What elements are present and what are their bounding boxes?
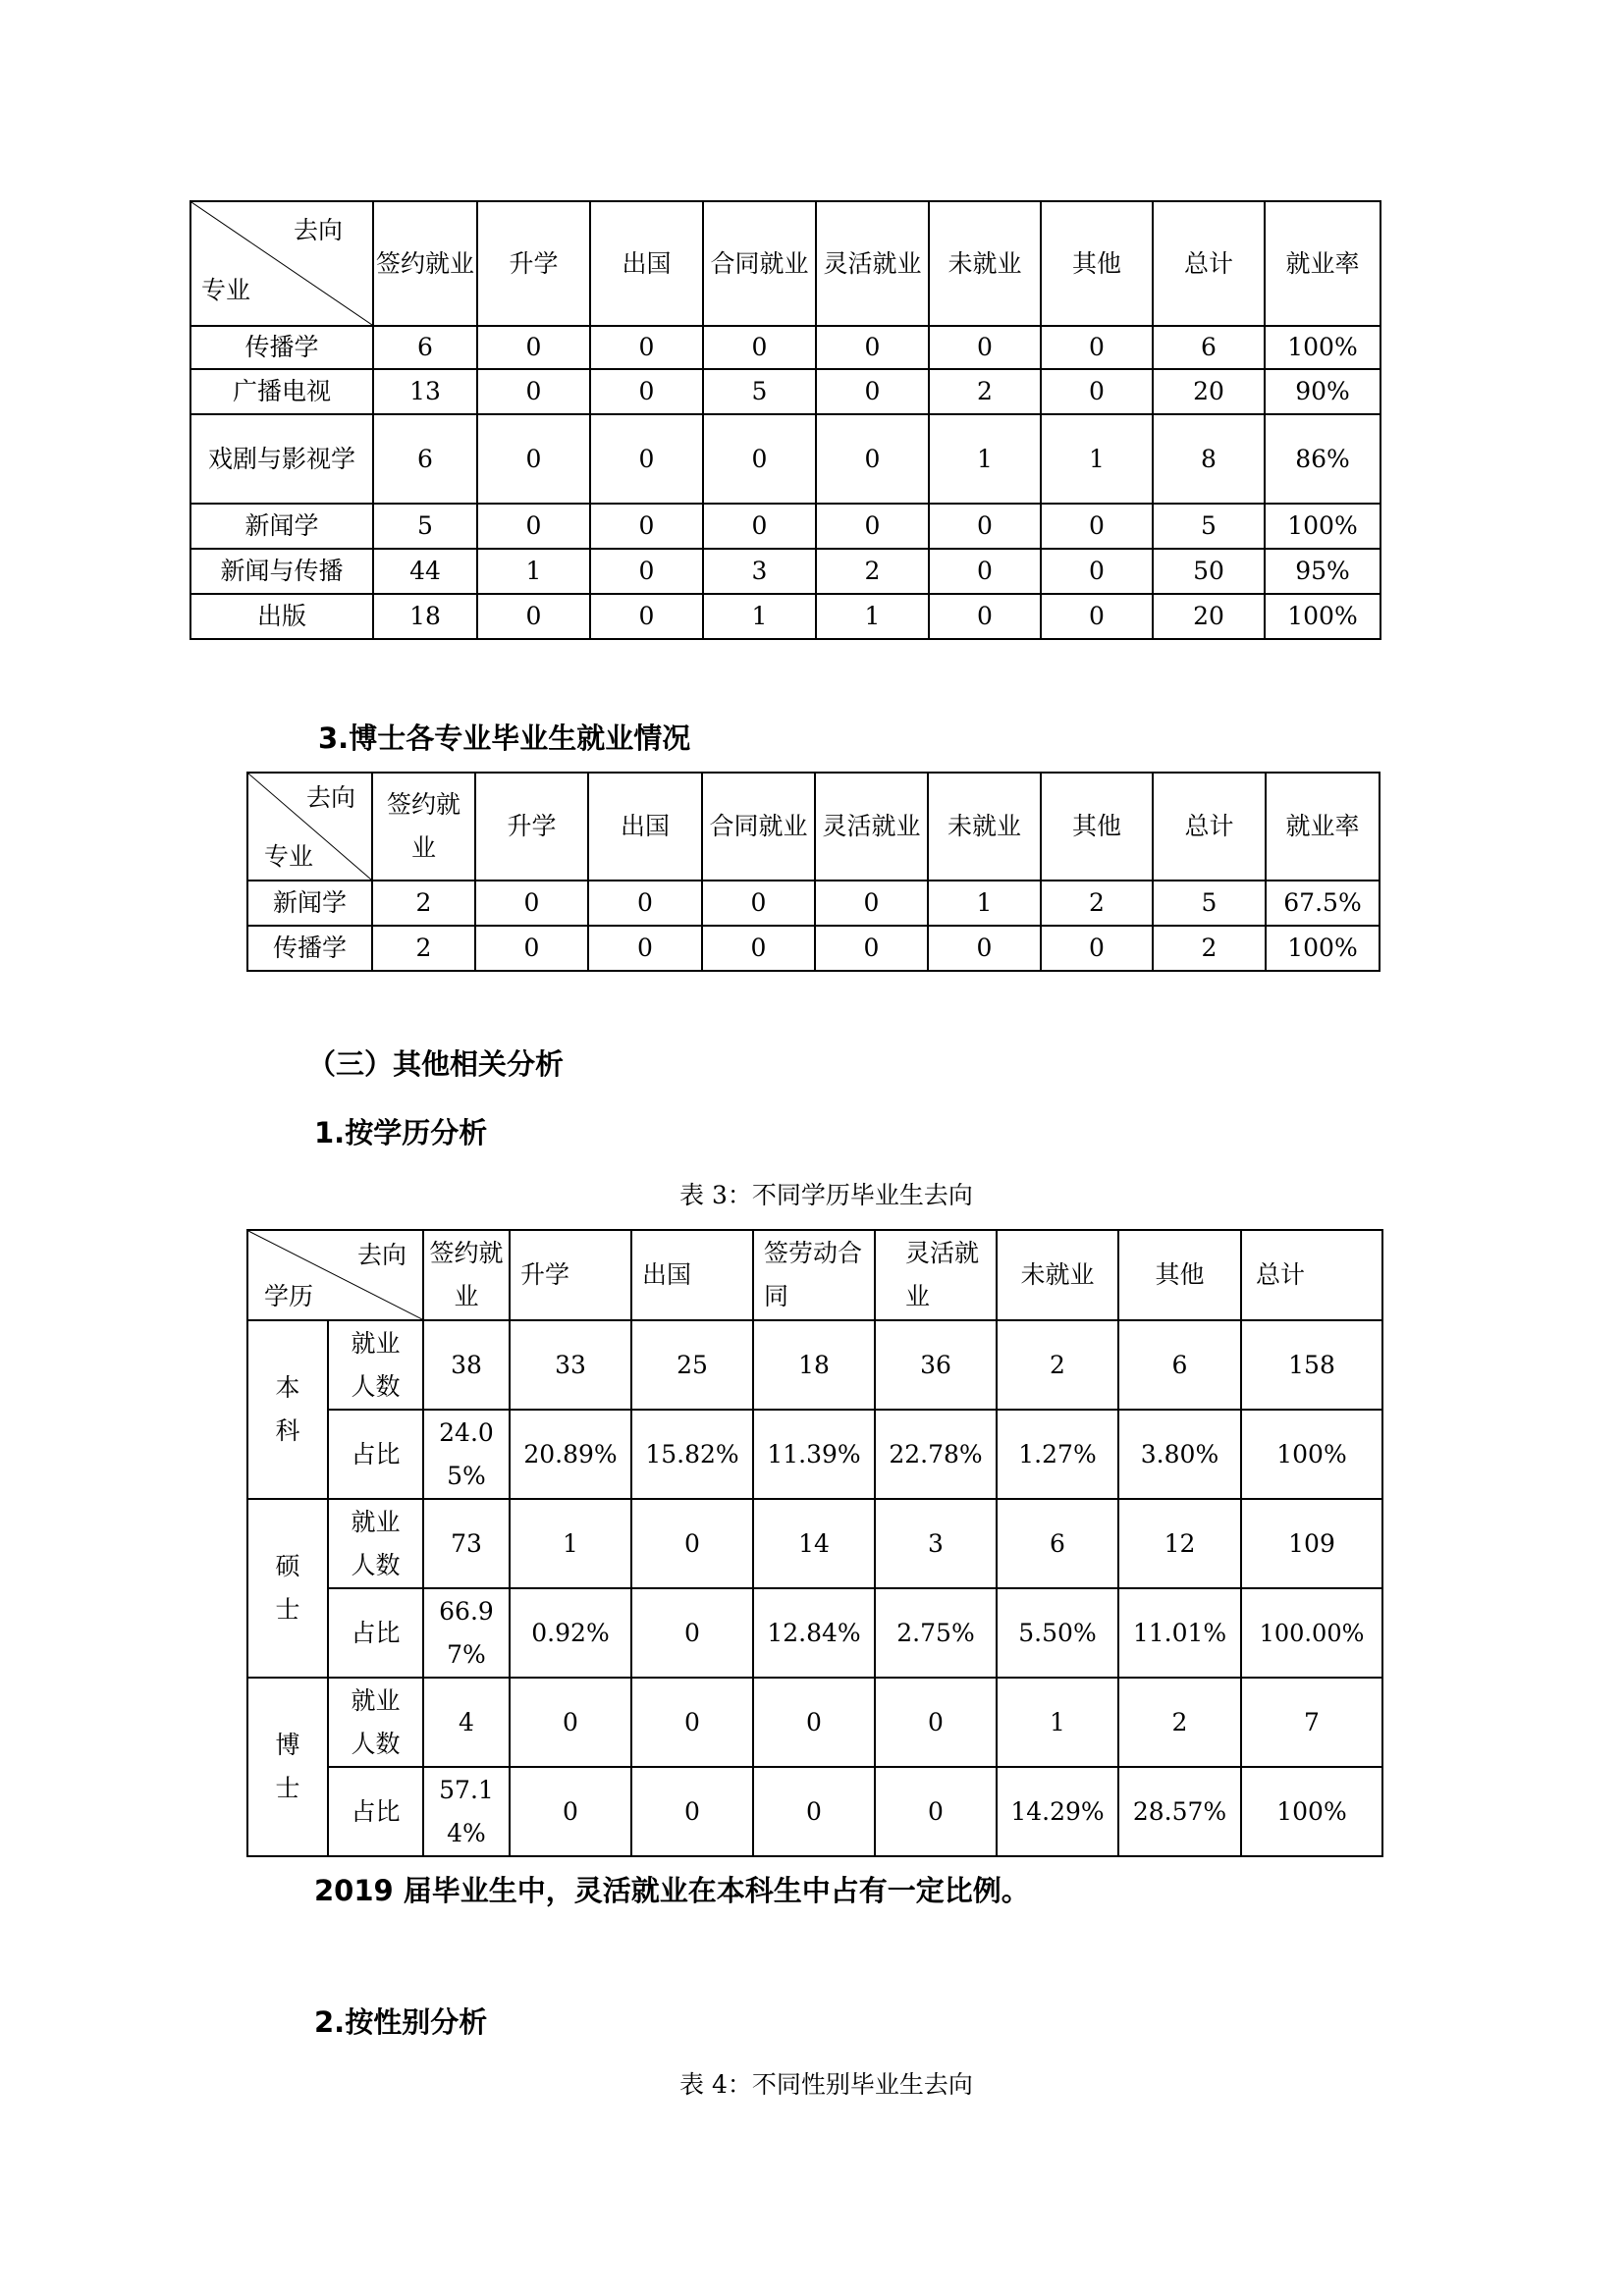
- table-cell: 90%: [1265, 369, 1380, 414]
- table-cell: 2: [1153, 926, 1266, 971]
- table-cell: 0: [588, 881, 702, 926]
- row-label: 出版: [190, 594, 373, 639]
- table-cell: 33: [510, 1320, 631, 1410]
- table-cell: 100%: [1241, 1767, 1382, 1856]
- table-cell: 0.92%: [510, 1588, 631, 1678]
- table-cell: 0: [477, 414, 590, 504]
- table-row: [247, 1588, 1382, 1678]
- table-cell: 0: [631, 1588, 753, 1678]
- table-cell: 0: [475, 881, 588, 926]
- table-cell: 100%: [1265, 504, 1380, 549]
- table-row: [247, 1410, 1382, 1499]
- table-cell: 6: [373, 414, 477, 504]
- table-cell: 44: [373, 549, 477, 594]
- row-label: 传播学: [247, 926, 372, 971]
- column-header: 出国: [590, 201, 703, 326]
- row-label: 就业人数: [328, 1499, 423, 1588]
- table-cell: 14: [753, 1499, 875, 1588]
- table-cell: 0: [815, 881, 928, 926]
- table-cell: 20.89%: [510, 1410, 631, 1499]
- column-header: 签约就业: [373, 201, 477, 326]
- table-cell: 2: [929, 369, 1041, 414]
- column-header: 出国: [631, 1230, 753, 1320]
- table-cell: 0: [590, 326, 703, 369]
- section-heading-other-analysis: （三）其他相关分析: [307, 1047, 565, 1081]
- table-cell: 1: [997, 1678, 1118, 1767]
- table-cell: 50: [1153, 549, 1265, 594]
- table-row: [190, 326, 1380, 369]
- table-cell: 100%: [1266, 926, 1380, 971]
- table-cell: 0: [703, 326, 816, 369]
- table-cell: 36: [875, 1320, 997, 1410]
- table-cell: 4: [423, 1678, 510, 1767]
- column-header: 灵活就业: [815, 773, 928, 881]
- table-row: [247, 1320, 1382, 1410]
- analysis-note: 2019 届毕业生中，灵活就业在本科生中占有一定比例。: [314, 1874, 1030, 1907]
- table-cell: 0: [510, 1767, 631, 1856]
- table-cell: 11.39%: [753, 1410, 875, 1499]
- table-cell: 100.00%: [1241, 1588, 1382, 1678]
- corner-label-major: 专业: [264, 842, 314, 871]
- table-cell: 5: [703, 369, 816, 414]
- table-cell: 25: [631, 1320, 753, 1410]
- table-cell: 7: [1241, 1678, 1382, 1767]
- table-cell: 22.78%: [875, 1410, 997, 1499]
- table-cell: 0: [1041, 926, 1153, 971]
- column-header: 升学: [510, 1230, 631, 1320]
- table-row: [247, 1499, 1382, 1588]
- row-label: 新闻学: [190, 504, 373, 549]
- column-header: 未就业: [928, 773, 1041, 881]
- table4-caption: 表 4：不同性别毕业生去向: [679, 2070, 973, 2099]
- table-cell: 6: [1153, 326, 1265, 369]
- column-header: 灵活就业: [875, 1230, 997, 1320]
- table-cell: 0: [477, 594, 590, 639]
- table-cell: 1.27%: [997, 1410, 1118, 1499]
- column-header: 未就业: [997, 1230, 1118, 1320]
- column-header: 签劳动合同: [753, 1230, 875, 1320]
- section-heading-by-gender: 2.按性别分析: [314, 2005, 488, 2039]
- table-cell: 67.5%: [1266, 881, 1380, 926]
- group-label: 博士: [247, 1678, 328, 1856]
- table-cell: 0: [590, 549, 703, 594]
- table-cell: 0: [1041, 594, 1153, 639]
- table-cell: 0: [510, 1678, 631, 1767]
- column-header: 总计: [1241, 1230, 1382, 1320]
- table-cell: 0: [590, 594, 703, 639]
- table-cell: 20: [1153, 594, 1265, 639]
- table-cell: 86%: [1265, 414, 1380, 504]
- corner-label-direction: 去向: [293, 216, 343, 244]
- table-cell: 0: [702, 926, 815, 971]
- table-cell: 0: [816, 504, 929, 549]
- table-cell: 8: [1153, 414, 1265, 504]
- table-row: [247, 1767, 1382, 1856]
- column-header: 其他: [1041, 201, 1153, 326]
- table-cell: 66.97%: [423, 1588, 510, 1678]
- table-cell: 0: [929, 549, 1041, 594]
- table-cell: 0: [631, 1499, 753, 1588]
- column-header: 出国: [588, 773, 702, 881]
- table-row: [247, 926, 1380, 971]
- row-label: 占比: [328, 1588, 423, 1678]
- table-cell: 0: [588, 926, 702, 971]
- table-cell: 1: [703, 594, 816, 639]
- table-cell: 0: [875, 1678, 997, 1767]
- table-cell: 5: [1153, 881, 1266, 926]
- column-header: 就业率: [1265, 201, 1380, 326]
- table-cell: 0: [1041, 369, 1153, 414]
- column-header: 总计: [1153, 201, 1265, 326]
- group-label: 硕士: [247, 1499, 328, 1678]
- table-cell: 18: [373, 594, 477, 639]
- table-cell: 0: [590, 504, 703, 549]
- table-cell: 0: [477, 326, 590, 369]
- table-cell: 0: [703, 414, 816, 504]
- table-cell: 14.29%: [997, 1767, 1118, 1856]
- row-label: 就业人数: [328, 1678, 423, 1767]
- table-cell: 18: [753, 1320, 875, 1410]
- column-header: 合同就业: [702, 773, 815, 881]
- table-cell: 73: [423, 1499, 510, 1588]
- table-cell: 100%: [1241, 1410, 1382, 1499]
- table-cell: 1: [477, 549, 590, 594]
- table-cell: 0: [703, 504, 816, 549]
- table-row: [247, 1678, 1382, 1767]
- row-label: 占比: [328, 1410, 423, 1499]
- table-cell: 0: [816, 326, 929, 369]
- table-cell: 1: [816, 594, 929, 639]
- corner-label-major: 专业: [201, 276, 251, 304]
- table-cell: 2: [372, 926, 475, 971]
- table-cell: 0: [702, 881, 815, 926]
- table3-caption: 表 3：不同学历毕业生去向: [679, 1181, 973, 1209]
- table-cell: 0: [477, 369, 590, 414]
- corner-label-direction: 去向: [356, 1241, 406, 1269]
- table-cell: 0: [475, 926, 588, 971]
- table-cell: 100%: [1265, 326, 1380, 369]
- table-header-corner: [190, 201, 373, 326]
- column-header: 签约就业: [372, 773, 475, 881]
- table-cell: 0: [928, 926, 1041, 971]
- table-cell: 38: [423, 1320, 510, 1410]
- row-label: 新闻学: [247, 881, 372, 926]
- column-header: 升学: [475, 773, 588, 881]
- table-cell: 0: [815, 926, 928, 971]
- table-cell: 2: [1118, 1678, 1241, 1767]
- table-cell: 0: [753, 1767, 875, 1856]
- column-header: 就业率: [1266, 773, 1380, 881]
- table-cell: 0: [477, 504, 590, 549]
- table-row: [190, 369, 1380, 414]
- table-cell: 1: [510, 1499, 631, 1588]
- column-header: 其他: [1118, 1230, 1241, 1320]
- table-row: [190, 594, 1380, 639]
- table-cell: 3.80%: [1118, 1410, 1241, 1499]
- row-label: 新闻与传播: [190, 549, 373, 594]
- table-cell: 100%: [1265, 594, 1380, 639]
- table-header-corner: [247, 1230, 423, 1320]
- table-cell: 6: [373, 326, 477, 369]
- table-header-corner: [247, 773, 372, 881]
- table-cell: 20: [1153, 369, 1265, 414]
- table-cell: 6: [1118, 1320, 1241, 1410]
- table-cell: 2: [997, 1320, 1118, 1410]
- table-cell: 0: [631, 1678, 753, 1767]
- table-cell: 0: [631, 1767, 753, 1856]
- table-cell: 6: [997, 1499, 1118, 1588]
- table-row: [190, 414, 1380, 504]
- table-cell: 28.57%: [1118, 1767, 1241, 1856]
- table-cell: 1: [928, 881, 1041, 926]
- table-cell: 0: [1041, 549, 1153, 594]
- column-header: 未就业: [929, 201, 1041, 326]
- table-cell: 0: [590, 369, 703, 414]
- table-row: [190, 504, 1380, 549]
- table-cell: 158: [1241, 1320, 1382, 1410]
- table-cell: 5: [373, 504, 477, 549]
- corner-label-direction: 去向: [305, 783, 355, 812]
- table-cell: 3: [875, 1499, 997, 1588]
- table-cell: 0: [929, 594, 1041, 639]
- corner-label-degree: 学历: [264, 1282, 314, 1310]
- table-cell: 0: [590, 414, 703, 504]
- row-label: 就业人数: [328, 1320, 423, 1410]
- column-header: 灵活就业: [816, 201, 929, 326]
- section-heading-doctor: 3.博士各专业毕业生就业情况: [318, 721, 691, 755]
- row-label: 广播电视: [190, 369, 373, 414]
- table-row: [190, 549, 1380, 594]
- column-header: 合同就业: [703, 201, 816, 326]
- column-header: 签约就业: [423, 1230, 510, 1320]
- degree-table: [246, 1229, 1383, 1857]
- table-cell: 0: [816, 369, 929, 414]
- table-cell: 13: [373, 369, 477, 414]
- table-cell: 95%: [1265, 549, 1380, 594]
- row-label: 传播学: [190, 326, 373, 369]
- row-label: 戏剧与影视学: [190, 414, 373, 504]
- table-cell: 5.50%: [997, 1588, 1118, 1678]
- table-cell: 1: [929, 414, 1041, 504]
- row-label: 占比: [328, 1767, 423, 1856]
- table-cell: 12: [1118, 1499, 1241, 1588]
- table-cell: 2.75%: [875, 1588, 997, 1678]
- section-heading-by-degree: 1.按学历分析: [314, 1116, 488, 1149]
- doctor-major-table: [246, 772, 1380, 972]
- table-cell: 2: [372, 881, 475, 926]
- table-cell: 0: [875, 1767, 997, 1856]
- masters-major-table: [189, 200, 1381, 640]
- table-cell: 0: [753, 1678, 875, 1767]
- table-cell: 3: [703, 549, 816, 594]
- table-cell: 12.84%: [753, 1588, 875, 1678]
- table-cell: 1: [1041, 414, 1153, 504]
- group-label: 本科: [247, 1320, 328, 1499]
- column-header: 升学: [477, 201, 590, 326]
- table-cell: 11.01%: [1118, 1588, 1241, 1678]
- table-cell: 2: [816, 549, 929, 594]
- table-cell: 57.14%: [423, 1767, 510, 1856]
- table-cell: 0: [929, 326, 1041, 369]
- table-row: [247, 881, 1380, 926]
- table-cell: 0: [1041, 504, 1153, 549]
- table-cell: 0: [1041, 326, 1153, 369]
- table-cell: 24.05%: [423, 1410, 510, 1499]
- table-cell: 5: [1153, 504, 1265, 549]
- table-cell: 0: [816, 414, 929, 504]
- table-cell: 109: [1241, 1499, 1382, 1588]
- column-header: 其他: [1041, 773, 1153, 881]
- table-cell: 2: [1041, 881, 1153, 926]
- table-cell: 15.82%: [631, 1410, 753, 1499]
- table-cell: 0: [929, 504, 1041, 549]
- column-header: 总计: [1153, 773, 1266, 881]
